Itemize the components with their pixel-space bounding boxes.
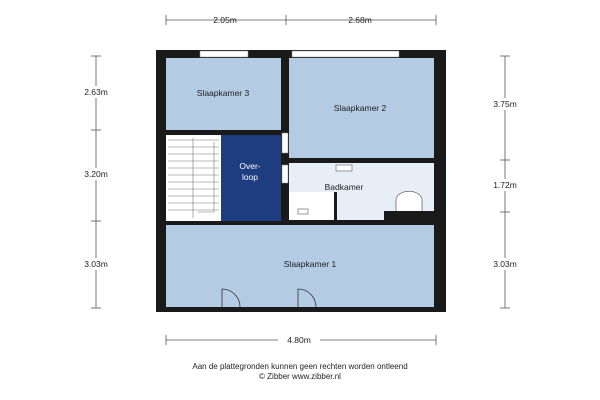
- dim-left-top: 2.63m: [84, 87, 108, 97]
- bathroom-partition: [334, 192, 337, 220]
- label-overloop-line-2: loop: [241, 172, 259, 182]
- dim-right-bottom: 3.03m: [493, 259, 517, 269]
- label-slaapkamer-2: Slaapkamer 2: [333, 103, 387, 113]
- dim-top-left: 2.05m: [213, 15, 237, 25]
- top-dimension: [166, 15, 436, 25]
- dim-right-top: 3.75m: [493, 99, 517, 109]
- footer-copyright: © Zibber www.zibber.nl: [259, 372, 341, 381]
- washbasin-icon: [298, 209, 308, 214]
- bathroom-cabinet: [289, 192, 334, 220]
- dim-bottom: 4.80m: [287, 335, 311, 345]
- label-badkamer: Badkamer: [324, 182, 364, 192]
- dim-left-middle: 3.20m: [84, 169, 108, 179]
- bathroom-sink-icon: [336, 165, 352, 171]
- label-overloop-line-1: Over-: [239, 161, 261, 171]
- dim-top-right: 2.68m: [348, 15, 372, 25]
- shower-icon: [396, 191, 422, 211]
- footer-disclaimer: Aan de plattegronden kunnen geen rechten worden ontleend: [192, 362, 408, 371]
- stairwell: [166, 135, 221, 221]
- label-slaapkamer-1: Slaapkamer 1: [283, 259, 337, 269]
- label-slaapkamer-3: Slaapkamer 3: [196, 88, 250, 98]
- dim-left-bottom: 3.03m: [84, 259, 108, 269]
- dim-right-middle: 1.72m: [493, 180, 517, 190]
- bathroom-counter: [384, 211, 434, 220]
